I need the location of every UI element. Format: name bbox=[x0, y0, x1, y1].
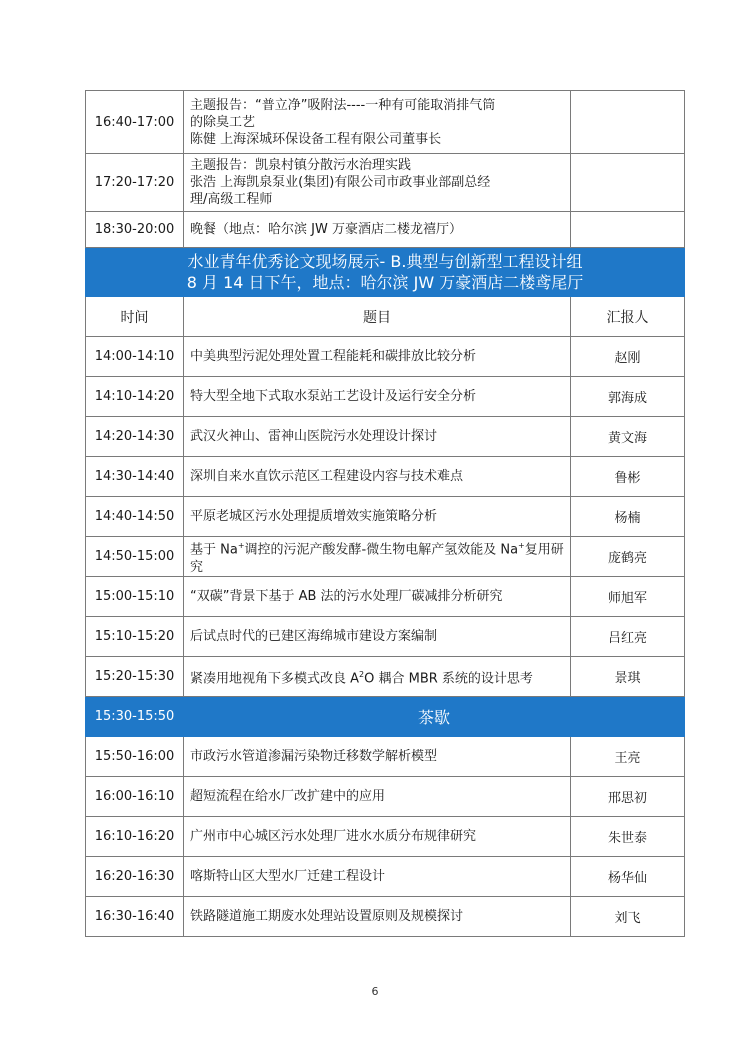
header-topic: 题目 bbox=[184, 297, 571, 337]
session-banner bbox=[86, 248, 685, 297]
speaker-cell bbox=[571, 154, 685, 212]
topic-cell bbox=[184, 657, 571, 697]
superscript: + bbox=[518, 541, 525, 551]
schedule-table bbox=[85, 90, 685, 937]
time-cell: 14:50-15:00 bbox=[86, 537, 184, 577]
time-cell: 16:20-16:30 bbox=[86, 857, 184, 897]
topic-line: 的除臭工艺 bbox=[190, 114, 256, 130]
table-row bbox=[86, 212, 685, 248]
speaker-cell: 景琪 bbox=[571, 657, 685, 697]
topic-cell: 深圳自来水直饮示范区工程建设内容与技术难点 bbox=[184, 457, 571, 497]
table-row bbox=[86, 154, 685, 212]
speaker-cell: 赵刚 bbox=[571, 337, 685, 377]
superscript: + bbox=[237, 541, 245, 551]
time-cell: 16:40-17:00 bbox=[86, 91, 184, 154]
table-row bbox=[86, 497, 685, 537]
speaker-cell: 杨楠 bbox=[571, 497, 685, 537]
topic-cell: 中美典型污泥处理处置工程能耗和碳排放比较分析 bbox=[184, 337, 571, 377]
time-cell: 18:30-20:00 bbox=[86, 212, 184, 248]
topic-cell: 铁路隧道施工期废水处理站设置原则及规模探讨 bbox=[184, 897, 571, 937]
topic-line: 陈健 上海深城环保设备工程有限公司董事长 bbox=[190, 131, 442, 147]
superscript: 2 bbox=[359, 669, 365, 679]
session-location: 8 月 14 日下午，地点：哈尔滨 JW 万豪酒店二楼鸢尾厅 bbox=[186, 273, 584, 292]
speaker-cell bbox=[571, 212, 685, 248]
time-cell: 16:00-16:10 bbox=[86, 777, 184, 817]
topic-text: 调控的污泥产酸发酵-微生物电解产氢效能及 Na bbox=[244, 542, 519, 558]
header-speaker: 汇报人 bbox=[571, 297, 685, 337]
topic-cell: 晚餐（地点：哈尔滨 JW 万豪酒店二楼龙禧厅） bbox=[184, 212, 571, 248]
session-banner-cell bbox=[86, 248, 685, 297]
speaker-cell: 吕红亮 bbox=[571, 617, 685, 657]
topic-text: 复用研究 bbox=[190, 542, 564, 575]
topic-line: 理/高级工程师 bbox=[190, 192, 273, 207]
topic-line: 主题报告：凯泉村镇分散污水治理实践 bbox=[190, 158, 412, 173]
time-cell: 14:00-14:10 bbox=[86, 337, 184, 377]
topic-cell: 喀斯特山区大型水厂迁建工程设计 bbox=[184, 857, 571, 897]
speaker-cell: 杨华仙 bbox=[571, 857, 685, 897]
table-row bbox=[86, 737, 685, 777]
time-cell: 16:10-16:20 bbox=[86, 817, 184, 857]
speaker-cell: 庞鹤亮 bbox=[571, 537, 685, 577]
topic-line: 张浩 上海凯泉泵业(集团)有限公司市政事业部副总经 bbox=[190, 175, 491, 190]
topic-cell: 武汉火神山、雷神山医院污水处理设计探讨 bbox=[184, 417, 571, 457]
time-cell: 15:10-15:20 bbox=[86, 617, 184, 657]
time-cell: 15:30-15:50 bbox=[86, 697, 184, 737]
header-time: 时间 bbox=[86, 297, 184, 337]
table-row bbox=[86, 857, 685, 897]
topic-cell: 特大型全地下式取水泵站工艺设计及运行安全分析 bbox=[184, 377, 571, 417]
tea-break-row bbox=[86, 697, 685, 737]
topic-text: 基于 Na bbox=[190, 542, 238, 558]
time-cell: 15:20-15:30 bbox=[86, 657, 184, 697]
page-number: 6 bbox=[371, 985, 379, 998]
topic-cell: 市政污水管道渗漏污染物迁移数学解析模型 bbox=[184, 737, 571, 777]
table-row bbox=[86, 657, 685, 697]
time-cell: 14:30-14:40 bbox=[86, 457, 184, 497]
topic-text: 紧凑用地视角下多模式改良 A bbox=[190, 671, 360, 687]
table-row bbox=[86, 897, 685, 937]
topic-text: O 耦合 MBR 系统的设计思考 bbox=[364, 671, 533, 687]
topic-cell bbox=[184, 91, 571, 154]
table-row bbox=[86, 457, 685, 497]
time-cell: 14:40-14:50 bbox=[86, 497, 184, 537]
topic-cell: 广州市中心城区污水处理厂进水水质分布规律研究 bbox=[184, 817, 571, 857]
table-header bbox=[86, 297, 685, 337]
time-cell: 15:50-16:00 bbox=[86, 737, 184, 777]
time-cell: 15:00-15:10 bbox=[86, 577, 184, 617]
time-cell: 14:20-14:30 bbox=[86, 417, 184, 457]
table-row bbox=[86, 777, 685, 817]
table-row bbox=[86, 617, 685, 657]
speaker-cell: 朱世泰 bbox=[571, 817, 685, 857]
topic-cell bbox=[184, 154, 571, 212]
topic-cell: “双碳”背景下基于 AB 法的污水处理厂碳减排分析研究 bbox=[184, 577, 571, 617]
topic-cell: 后试点时代的已建区海绵城市建设方案编制 bbox=[184, 617, 571, 657]
table-row bbox=[86, 337, 685, 377]
topic-line: 主题报告：“普立净”吸附法----一种有可能取消排气筒 bbox=[190, 97, 496, 113]
table-row bbox=[86, 91, 685, 154]
table-row bbox=[86, 817, 685, 857]
tea-break-title: 茶歇 bbox=[184, 697, 685, 737]
topic-cell: 平原老城区污水处理提质增效实施策略分析 bbox=[184, 497, 571, 537]
table-row bbox=[86, 377, 685, 417]
table-row bbox=[86, 537, 685, 577]
speaker-cell: 师旭军 bbox=[571, 577, 685, 617]
speaker-cell: 王亮 bbox=[571, 737, 685, 777]
time-cell: 16:30-16:40 bbox=[86, 897, 184, 937]
speaker-cell: 郭海成 bbox=[571, 377, 685, 417]
time-cell: 14:10-14:20 bbox=[86, 377, 184, 417]
speaker-cell bbox=[571, 91, 685, 154]
topic-cell: 超短流程在给水厂改扩建中的应用 bbox=[184, 777, 571, 817]
session-title: 水业青年优秀论文现场展示- B.典型与创新型工程设计组 bbox=[187, 252, 583, 271]
speaker-cell: 黄文海 bbox=[571, 417, 685, 457]
speaker-cell: 邢思初 bbox=[571, 777, 685, 817]
time-cell: 17:20-17:20 bbox=[86, 154, 184, 212]
speaker-cell: 鲁彬 bbox=[571, 457, 685, 497]
topic-cell bbox=[184, 537, 571, 577]
speaker-cell: 刘飞 bbox=[571, 897, 685, 937]
table-row bbox=[86, 577, 685, 617]
table-row bbox=[86, 417, 685, 457]
